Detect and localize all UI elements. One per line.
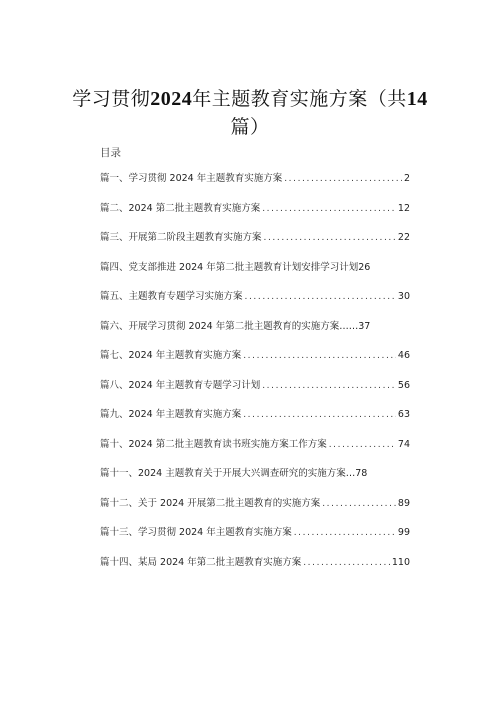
toc-entry-title: 篇十三、学习贯彻 2024 年主题教育实施方案 (100, 527, 292, 538)
toc-entry[interactable] (100, 497, 410, 527)
toc-entry[interactable] (100, 320, 410, 350)
toc-entry-page-number: 74 (397, 438, 410, 450)
toc-entry-title: 篇十一、2024 主题教育关于开展大兴调查研究的实施方案… (100, 468, 356, 479)
toc-entry-title: 篇十、2024 第二批主题教育读书班实施方案工作方案 (100, 438, 327, 450)
toc-entry-page-number: 37 (358, 320, 371, 332)
toc-entry-title: 篇八、2024 年主题教育专题学习计划 (100, 379, 261, 391)
document-title (60, 85, 440, 141)
toc-entry-title: 篇二、2024 第二批主题教育实施方案 (100, 202, 261, 214)
title-year: 2024 (150, 87, 193, 110)
toc-entry-title: 篇六、开展学习贯彻 2024 年第二批主题教育的实施方案…… (100, 320, 359, 332)
toc-dot-leader (294, 526, 396, 540)
toc-heading: 目录 (100, 147, 121, 159)
toc-entry-title: 篇九、2024 年主题教育实施方案 (100, 409, 242, 420)
toc-dot-leader (243, 408, 396, 422)
toc-entry-title: 篇一、学习贯彻 2024 年主题教育实施方案 (100, 173, 283, 184)
toc-dot-leader (262, 379, 396, 393)
toc-entry-page-number: 78 (355, 468, 368, 479)
toc-entry-page-number: 30 (397, 291, 410, 302)
toc-dot-leader (284, 172, 402, 186)
title-count: 14 (406, 87, 428, 110)
toc-entry[interactable] (100, 438, 410, 468)
toc-dot-leader (322, 497, 396, 511)
toc-entry-title: 篇三、开展第二阶段主题教育实施方案 (100, 232, 262, 243)
title-text-part3: 篇） (230, 115, 270, 138)
toc-entry-title: 篇五、主题教育专题学习实施方案 (100, 291, 243, 302)
toc-dot-leader (303, 556, 390, 570)
table-of-contents (100, 172, 410, 585)
toc-entry[interactable] (100, 349, 410, 379)
toc-dot-leader (243, 349, 396, 363)
toc-entry[interactable] (100, 467, 410, 497)
toc-entry-page-number: 63 (397, 409, 410, 420)
toc-entry-page-number: 22 (397, 232, 410, 243)
toc-entry[interactable] (100, 290, 410, 320)
toc-entry[interactable] (100, 379, 410, 409)
toc-entry[interactable] (100, 231, 410, 261)
toc-entry[interactable] (100, 556, 410, 586)
toc-dot-leader (329, 438, 396, 452)
toc-entry[interactable] (100, 261, 410, 291)
toc-entry-title: 篇十二、关于 2024 开展第二批主题教育的实施方案 (100, 497, 321, 509)
toc-entry[interactable] (100, 202, 410, 232)
toc-entry-page-number: 46 (397, 350, 410, 361)
toc-entry-page-number: 12 (397, 202, 410, 214)
toc-entry-title: 篇七、2024 年主题教育实施方案 (100, 350, 242, 361)
toc-entry[interactable] (100, 408, 410, 438)
toc-entry-page-number: 2 (403, 173, 410, 184)
toc-entry[interactable] (100, 172, 410, 202)
toc-dot-leader (264, 231, 396, 245)
title-text-part2: 年主题教育实施方案（共 (192, 87, 407, 110)
toc-entry[interactable] (100, 526, 410, 556)
toc-entry-page-number: 110 (391, 556, 410, 568)
toc-dot-leader (245, 290, 396, 304)
toc-entry-page-number: 89 (397, 497, 410, 509)
toc-entry-title: 篇四、党支部推进 2024 年第二批主题教育计划安排学习计划 (100, 261, 359, 273)
title-text-part1: 学习贯彻 (72, 87, 151, 110)
toc-dot-leader (262, 202, 396, 216)
toc-entry-title: 篇十四、某局 2024 年第二批主题教育实施方案 (100, 556, 302, 568)
toc-entry-page-number: 56 (397, 379, 410, 391)
toc-entry-page-number: 26 (358, 261, 371, 273)
toc-entry-page-number: 99 (397, 527, 410, 538)
